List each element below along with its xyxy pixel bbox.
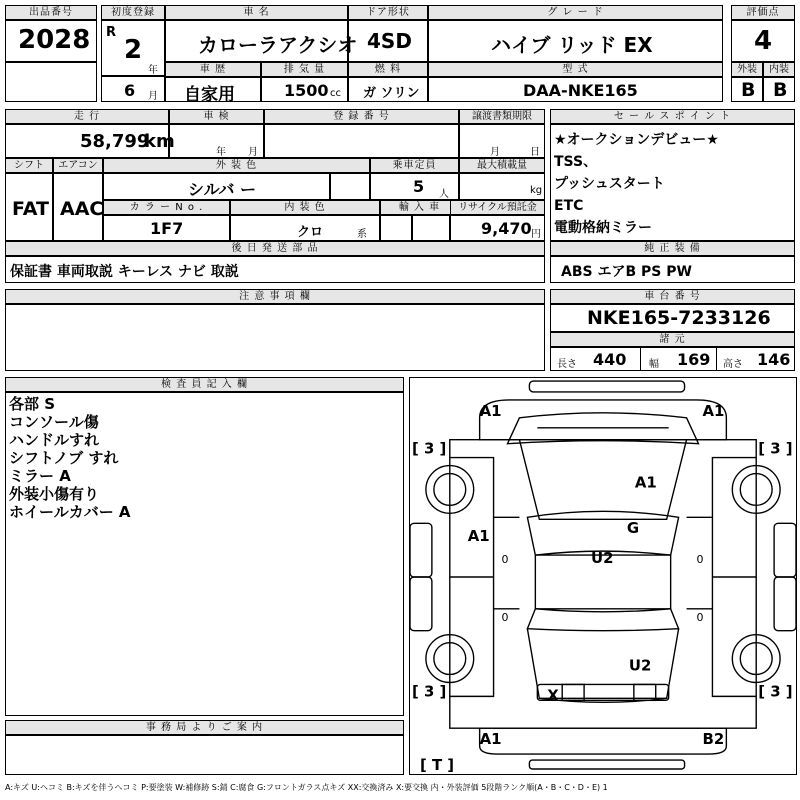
recycle-label: リサイクル預託金 — [450, 200, 545, 215]
dimensions-label: 諸 元 — [550, 332, 795, 347]
height: 146 — [757, 350, 791, 369]
inspector-note: 各部 S — [9, 395, 56, 413]
color-number-box — [103, 215, 230, 241]
displacement: 1500 — [284, 81, 329, 100]
office-notes-box — [5, 735, 404, 775]
registration-month-box — [101, 76, 165, 102]
inspection-box — [169, 124, 264, 158]
registration-year: 2 — [124, 35, 143, 65]
mileage-box — [5, 124, 175, 158]
legend: A:キズ U:ヘコミ B:キズを伴うヘコミ P:要塗装 W:補修跡 S:錆 C:腐食 G:フロントガラス点キズ XX:交換済み X:要交換 内・外装評価 5段階ランク順(A・B・C・D・E) 1 — [5, 783, 608, 792]
first-registration-label: 初度登録 — [101, 5, 165, 20]
grade: ハイブ リッド EX — [491, 33, 653, 57]
lot-number: 2028 — [18, 25, 91, 55]
genuine-equipment: ABS エアB PS PW — [561, 264, 692, 280]
exterior-color-box — [103, 173, 330, 200]
max-load-box — [459, 173, 545, 200]
max-load-unit: kg — [530, 185, 543, 196]
color-number-label: カ ラ ー N o . — [103, 200, 230, 215]
door-type: 4SD — [367, 29, 412, 53]
inspection-month-unit: 月 — [248, 147, 258, 158]
shift-label: シフト — [5, 158, 53, 173]
sales-points-box — [550, 124, 795, 241]
car-name-label: 車 名 — [165, 5, 348, 20]
exterior-label: 外装 — [731, 62, 763, 77]
grade-label: グ レ ー ド — [428, 5, 723, 20]
capacity: 5 — [413, 177, 425, 196]
displacement-unit: cc — [330, 88, 341, 99]
model: DAA-NKE165 — [523, 81, 638, 100]
inspector-note: ミラー A — [9, 467, 71, 485]
inspector-notes-label: 検 査 員 記 入 欄 — [5, 377, 404, 392]
color-number: 1F7 — [150, 219, 184, 238]
interior-color-unit: 系 — [357, 229, 367, 240]
genuine-equipment-box — [550, 256, 795, 283]
registration-number-label: 登 録 番 号 — [264, 109, 459, 124]
later-parts-label: 後 日 発 送 部 品 — [5, 241, 545, 256]
mark-tire-rear-left: [ 3 ] — [411, 682, 447, 701]
exterior-color-label: 外 装 色 — [103, 158, 370, 173]
mark-tire-front-left: [ 3 ] — [411, 439, 447, 458]
recycle-unit: 円 — [531, 229, 541, 240]
lot-number-label: 出品番号 — [5, 5, 97, 20]
width: 169 — [677, 350, 711, 369]
model-label: 型 式 — [428, 62, 723, 77]
exterior-color-extra-box — [330, 173, 370, 200]
score-label: 評価点 — [731, 5, 795, 20]
import-box-2 — [412, 215, 450, 241]
score: 4 — [754, 26, 773, 56]
mark-rear-right: B2 — [702, 730, 725, 749]
history-label: 車 歴 — [165, 62, 261, 77]
later-parts-box — [5, 256, 545, 283]
registration-month: 6 — [124, 81, 136, 100]
max-load-label: 最大積載量 — [459, 158, 545, 173]
interior-label: 内装 — [763, 62, 795, 77]
mark-rear-plate: X — [547, 686, 559, 705]
sales-point-item: 電動格納ミラー — [554, 220, 652, 236]
fuel-label: 燃 料 — [348, 62, 428, 77]
interior-color-box — [230, 215, 380, 241]
mark-spare-tire: [ T ] — [419, 755, 455, 774]
interior-grade-box — [763, 77, 795, 102]
width-label: 幅 — [649, 359, 659, 370]
model-box — [428, 77, 723, 102]
inspector-note: ホイールカバー A — [9, 503, 131, 521]
year-unit: 年 — [148, 65, 158, 76]
chassis-number-box — [550, 304, 795, 332]
mark-roof: U2 — [591, 549, 614, 568]
car-name: カローラアクシオ — [198, 33, 358, 57]
mark-trunk: U2 — [628, 656, 652, 675]
mileage: 58,799 — [80, 131, 150, 152]
inspector-note: シフトノブ すれ — [9, 449, 119, 467]
height-label: 高さ — [723, 359, 743, 370]
fuel: ガ ソリン — [363, 86, 420, 101]
mark-windshield: G — [626, 519, 640, 538]
registration-year-box — [101, 20, 165, 76]
registration-number-box — [264, 124, 459, 158]
lot-number-box — [5, 20, 97, 62]
capacity-box — [370, 173, 459, 200]
history: 自家用 — [184, 85, 235, 105]
capacity-label: 乗車定員 — [370, 158, 459, 173]
transfer-month-unit: 月 — [490, 147, 500, 158]
car-name-box — [165, 20, 358, 62]
transfer-day-unit: 日 — [530, 147, 540, 158]
shift-box — [5, 173, 53, 241]
score-box — [731, 20, 795, 62]
dimensions-box — [550, 347, 795, 371]
mark-door-right-1: 0 — [696, 553, 704, 567]
exterior-grade-box — [731, 77, 763, 102]
inspector-notes-box — [5, 392, 404, 716]
car-damage-diagram — [409, 377, 797, 775]
capacity-unit: 人 — [439, 189, 449, 200]
mark-door-left-1: 0 — [501, 553, 509, 567]
mark-door-right-2: 0 — [696, 610, 704, 624]
transfer-deadline-label: 譲渡書類期限 — [459, 109, 545, 124]
exterior-grade: B — [741, 79, 756, 101]
office-notes-label: 事 務 局 よ り ご 案 内 — [5, 720, 404, 735]
later-parts: 保証書 車両取説 キーレス ナビ 取説 — [10, 264, 239, 280]
genuine-equipment-label: 純 正 装 備 — [550, 241, 795, 256]
caution-label: 注 意 事 項 欄 — [5, 289, 545, 304]
inspector-note: ハンドルすれ — [9, 431, 100, 449]
interior-color: クロ — [297, 225, 324, 240]
mileage-unit: km — [144, 131, 175, 152]
shift: FAT — [12, 198, 49, 220]
chassis-number: NKE165-7233126 — [587, 307, 771, 329]
sales-point-item: ★オークションデビュー★ — [554, 132, 719, 148]
mark-hood: A1 — [634, 473, 657, 492]
era: R — [106, 25, 117, 40]
month-unit: 月 — [148, 91, 158, 102]
fuel-box — [348, 77, 428, 102]
interior-color-label: 内 装 色 — [230, 200, 380, 215]
mark-front-left: A1 — [479, 401, 502, 420]
exterior-color: シルバ ー — [188, 180, 257, 199]
inspection-year-unit: 年 — [216, 147, 226, 158]
mileage-label: 走 行 — [5, 109, 169, 124]
aircon-label: エアコン — [53, 158, 103, 173]
mark-left-front-door: A1 — [467, 527, 490, 546]
inspector-note: 外装小傷有り — [9, 485, 100, 503]
recycle-fee: 9,470 — [481, 219, 532, 238]
displacement-box — [261, 77, 348, 102]
caution-box — [5, 304, 545, 371]
import-label: 輸 入 車 — [380, 200, 459, 215]
mark-rear-left: A1 — [479, 730, 502, 749]
history-box — [165, 77, 261, 105]
lot-blank-box — [5, 62, 97, 102]
sales-point-item: ETC — [554, 198, 584, 214]
car-outline — [410, 378, 796, 774]
chassis-number-label: 車 台 番 号 — [550, 289, 795, 304]
grade-box — [428, 20, 723, 62]
mark-tire-front-right: [ 3 ] — [758, 439, 793, 458]
mark-door-left-2: 0 — [501, 610, 509, 624]
inspection-label: 車 検 — [169, 109, 264, 124]
recycle-box — [450, 215, 545, 241]
mark-tire-rear-right: [ 3 ] — [758, 682, 793, 701]
door-type-box — [348, 20, 428, 62]
transfer-deadline-box — [459, 124, 545, 158]
mark-front-right: A1 — [702, 401, 725, 420]
sales-point-item: プッシュスタート — [554, 176, 665, 192]
import-box-1 — [380, 215, 412, 241]
sales-points-label: セ ー ル ス ポ イ ン ト — [550, 109, 795, 124]
sales-point-item: TSS、 — [554, 154, 598, 170]
aircon: AAC — [60, 198, 104, 220]
door-type-label: ドア形状 — [348, 5, 428, 20]
interior-grade: B — [773, 79, 788, 101]
aircon-box — [53, 173, 103, 241]
length: 440 — [593, 350, 627, 369]
inspector-note: コンソール傷 — [9, 413, 99, 431]
displacement-label: 排 気 量 — [261, 62, 348, 77]
length-label: 長さ — [557, 359, 577, 370]
